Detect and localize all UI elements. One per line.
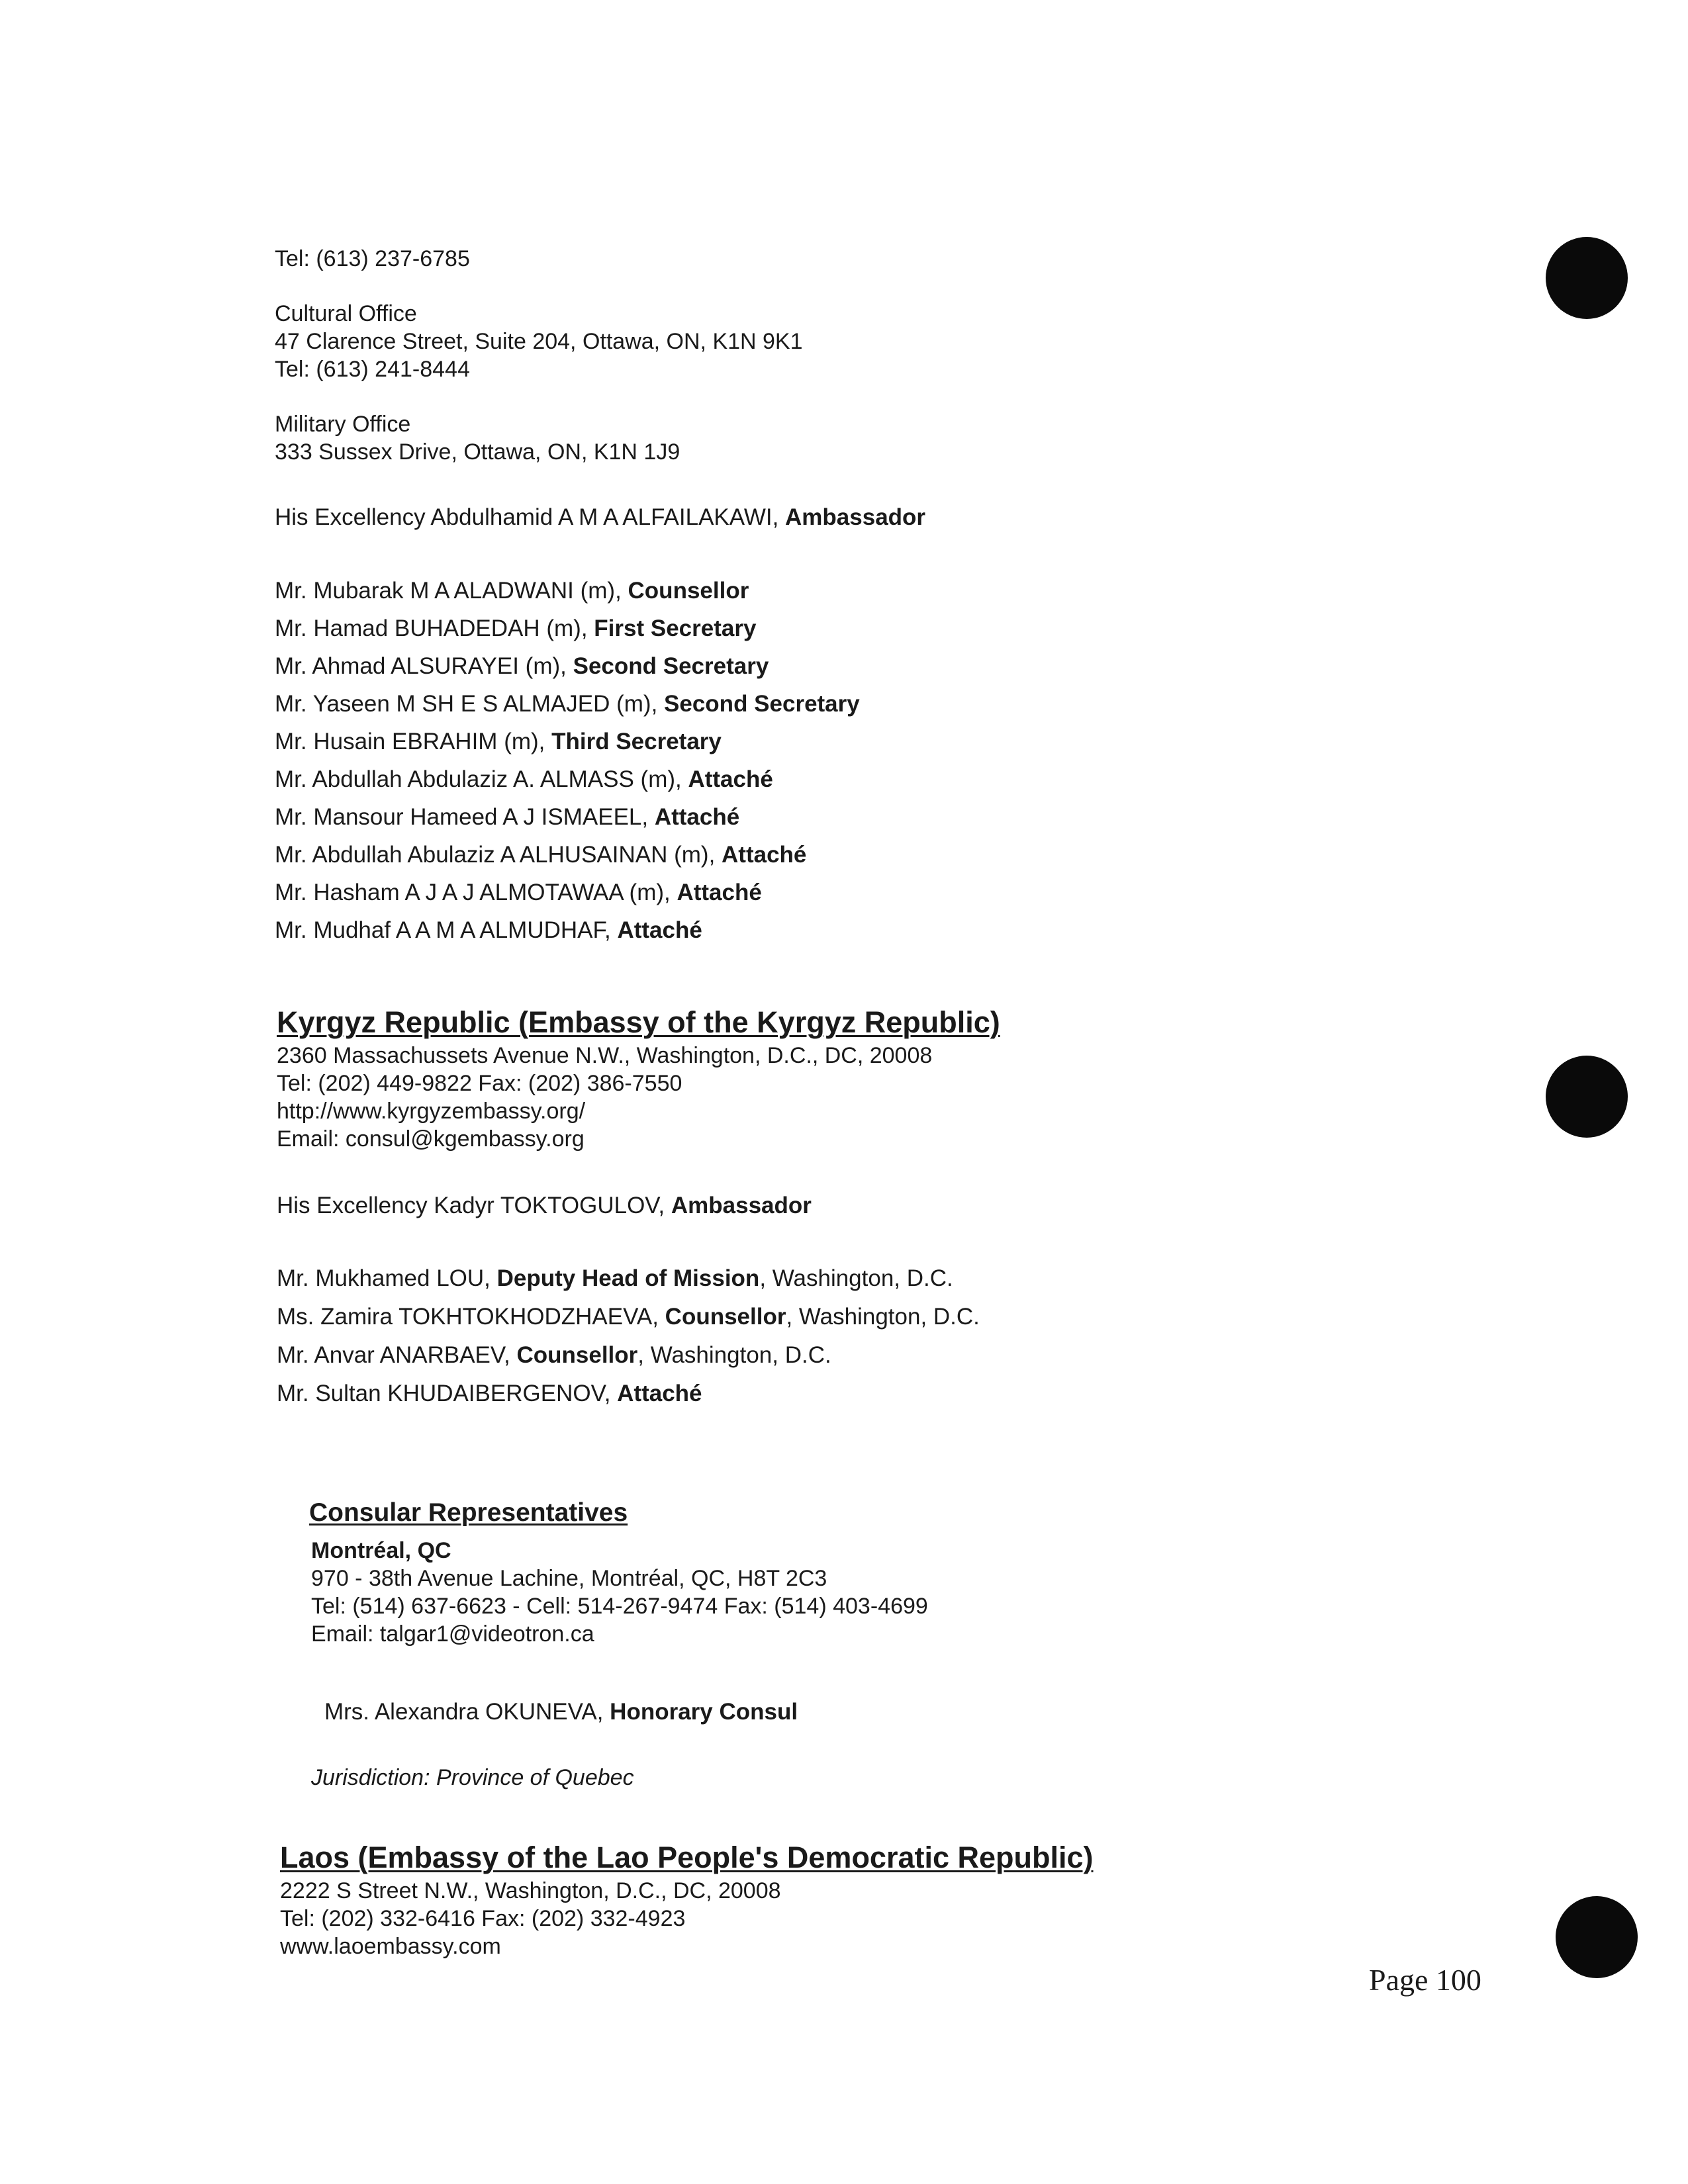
kyrgyz-website: http://www.kyrgyzembassy.org/ (277, 1099, 586, 1124)
person-name: Mr. Hasham A J A J ALMOTAWAA (m), (275, 880, 677, 905)
person-name: Mr. Sultan KHUDAIBERGENOV, (277, 1381, 618, 1406)
kuwait-staff-row (275, 803, 739, 832)
laos-tel-fax: Tel: (202) 332-6416 Fax: (202) 332-4923 (280, 1906, 686, 1931)
person-title: Attaché (617, 917, 702, 943)
kyrgyz-tel-fax: Tel: (202) 449-9822 Fax: (202) 386-7550 (277, 1071, 682, 1096)
kyrgyz-staff-row (277, 1379, 702, 1408)
kyrgyz-staff-row (277, 1264, 953, 1293)
honorary-consul (324, 1698, 798, 1727)
consular-address: 970 - 38th Avenue Lachine, Montréal, QC, H8T 2C3 (311, 1566, 827, 1591)
person-title: Attaché (654, 804, 740, 830)
consular-jurisdiction: Jurisdiction: Province of Quebec (311, 1765, 634, 1790)
laos-website: www.laoembassy.com (280, 1934, 501, 1959)
kuwait-staff-row (275, 576, 749, 606)
person-title: Attaché (677, 880, 762, 905)
kyrgyz-staff-row (277, 1341, 831, 1370)
person-title: Ambassador (785, 504, 926, 530)
cultural-office-address: 47 Clarence Street, Suite 204, Ottawa, ON, K1N 9K1 (275, 329, 803, 354)
person-name: Mr. Ahmad ALSURAYEI (m), (275, 653, 573, 679)
person-name: His Excellency Kadyr TOKTOGULOV, (277, 1193, 671, 1218)
person-title: First Secretary (594, 615, 757, 641)
person-title: Honorary Consul (610, 1699, 798, 1725)
military-office-address: 333 Sussex Drive, Ottawa, ON, K1N 1J9 (275, 439, 680, 465)
kuwait-head-of-mission (275, 503, 925, 532)
person-name: Mr. Abdullah Abdulaziz A. ALMASS (m), (275, 766, 688, 792)
person-title: Attaché (617, 1381, 702, 1406)
person-name: Mr. Mukhamed LOU, (277, 1265, 497, 1291)
kyrgyz-head-of-mission (277, 1191, 812, 1220)
binder-hole-bottom (1556, 1896, 1638, 1978)
cultural-office-title: Cultural Office (275, 301, 417, 326)
kyrgyz-staff-row (277, 1302, 980, 1332)
person-name: Mr. Mubarak M A ALADWANI (m), (275, 578, 628, 604)
person-name: Mr. Anvar ANARBAEV, (277, 1342, 517, 1368)
kuwait-staff-row (275, 652, 769, 681)
kuwait-tel: Tel: (613) 237-6785 (275, 246, 470, 271)
person-name: Mr. Hamad BUHADEDAH (m), (275, 615, 594, 641)
person-name: Ms. Zamira TOKHTOKHODZHAEVA, (277, 1304, 665, 1330)
kyrgyz-address: 2360 Massachussets Avenue N.W., Washington, D.C., DC, 20008 (277, 1043, 933, 1068)
kuwait-staff-row (275, 690, 860, 719)
laos-address: 2222 S Street N.W., Washington, D.C., DC, 20008 (280, 1878, 781, 1903)
person-title: Second Secretary (664, 691, 860, 717)
person-location: , Washington, D.C. (759, 1265, 953, 1291)
person-name: Mr. Mansour Hameed A J ISMAEEL, (275, 804, 655, 830)
person-name: His Excellency Abdulhamid A M A ALFAILAKAWI, (275, 504, 786, 530)
person-title: Deputy Head of Mission (496, 1265, 760, 1291)
person-name: Mrs. Alexandra OKUNEVA, (324, 1699, 610, 1725)
person-title: Attaché (722, 842, 807, 868)
consular-heading: Consular Representatives (309, 1498, 628, 1527)
military-office-title: Military Office (275, 412, 411, 437)
person-location: , Washington, D.C. (637, 1342, 831, 1368)
person-name: Mr. Yaseen M SH E S ALMAJED (m), (275, 691, 665, 717)
cultural-office-tel: Tel: (613) 241-8444 (275, 357, 470, 382)
person-name: Mr. Mudhaf A A M A ALMUDHAF, (275, 917, 618, 943)
person-name: Mr. Husain EBRAHIM (m), (275, 729, 552, 754)
kyrgyz-heading: Kyrgyz Republic (Embassy of the Kyrgyz Republic) (277, 1005, 1000, 1039)
binder-hole-middle (1546, 1056, 1628, 1138)
laos-heading: Laos (Embassy of the Lao People's Democratic Republic) (280, 1841, 1094, 1874)
page-number: Page 100 (1369, 1963, 1481, 1997)
person-title: Counsellor (665, 1304, 786, 1330)
kuwait-staff-row (275, 614, 756, 643)
person-name: Mr. Abdullah Abulaziz A ALHUSAINAN (m), (275, 842, 722, 868)
person-location: , Washington, D.C. (786, 1304, 980, 1330)
kuwait-staff-row (275, 727, 722, 756)
consular-email: Email: talgar1@videotron.ca (311, 1621, 594, 1647)
person-title: Second Secretary (573, 653, 769, 679)
person-title: Attaché (688, 766, 773, 792)
kuwait-staff-row (275, 916, 702, 945)
kuwait-staff-row (275, 878, 762, 907)
kuwait-staff-row (275, 765, 773, 794)
person-title: Counsellor (628, 578, 749, 604)
person-title: Ambassador (671, 1193, 812, 1218)
kyrgyz-email: Email: consul@kgembassy.org (277, 1126, 585, 1152)
consular-city: Montréal, QC (311, 1538, 451, 1563)
consular-tel-fax: Tel: (514) 637-6623 - Cell: 514-267-9474 Fax: (514) 403-4699 (311, 1594, 928, 1619)
binder-hole-top (1546, 237, 1628, 319)
person-title: Third Secretary (551, 729, 722, 754)
kuwait-staff-row (275, 841, 806, 870)
person-title: Counsellor (516, 1342, 638, 1368)
